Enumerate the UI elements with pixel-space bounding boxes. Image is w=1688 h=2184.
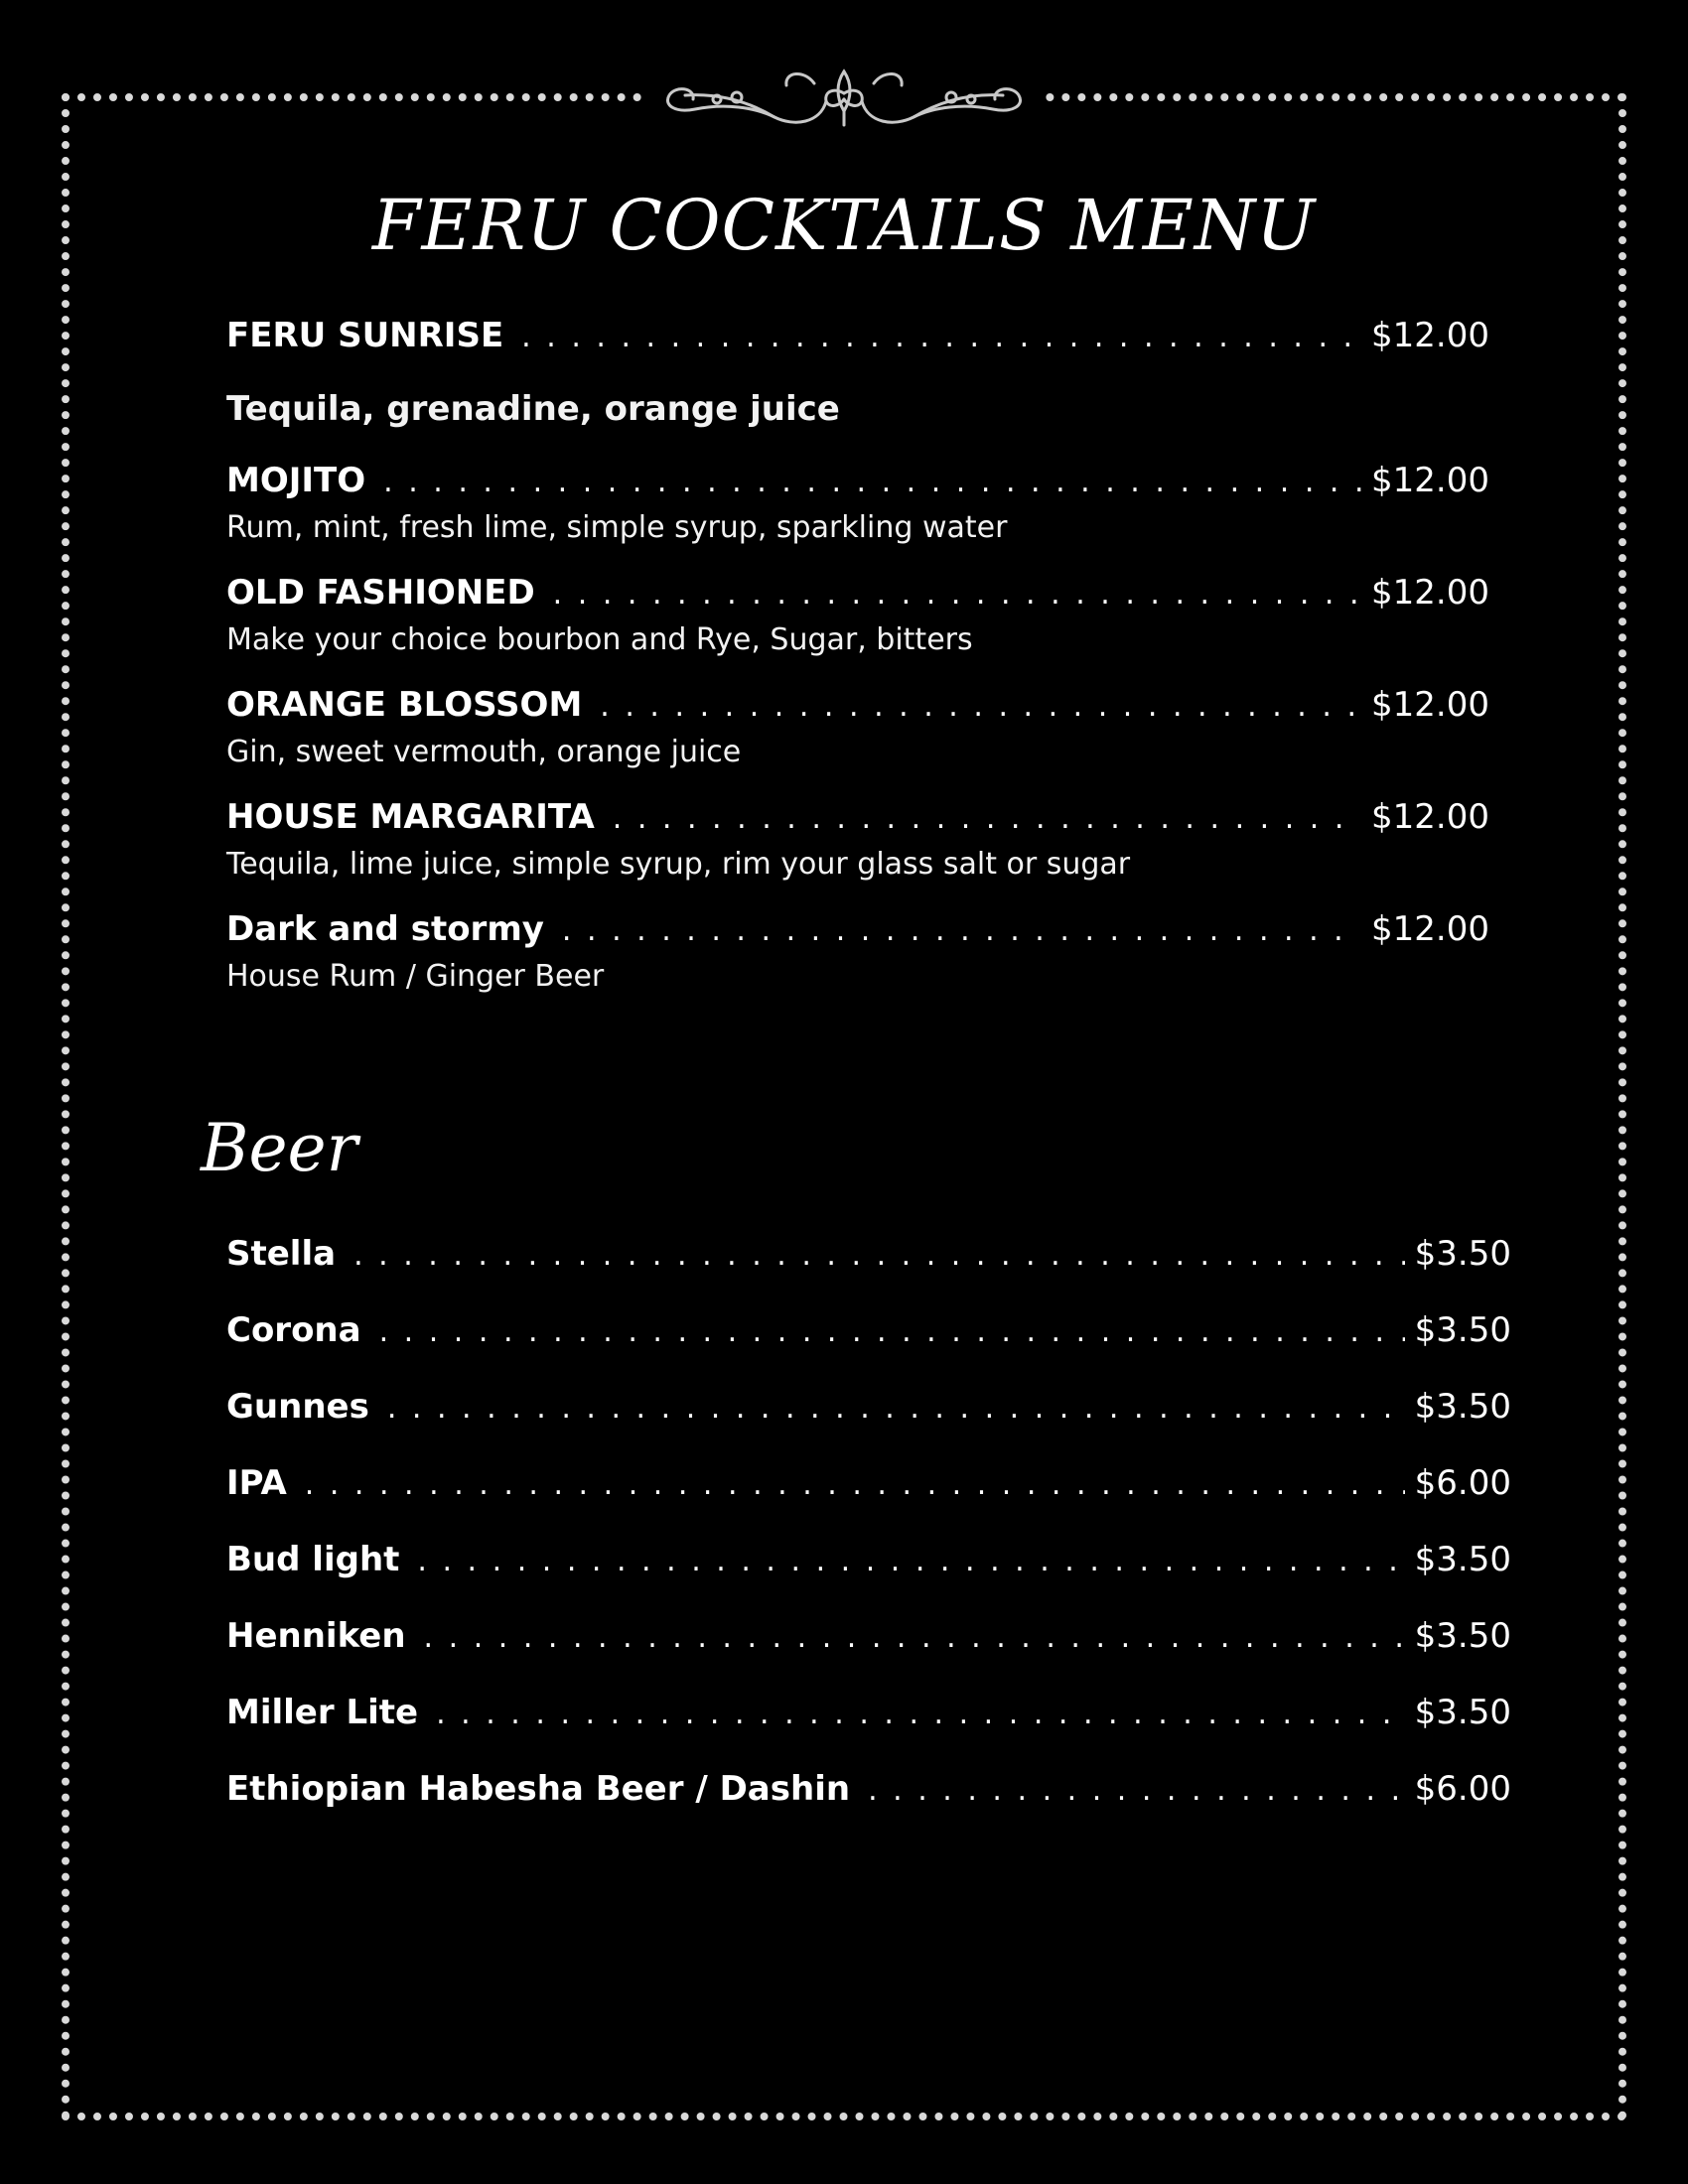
dot-leader <box>868 1773 1405 1808</box>
item-price: $3.50 <box>1414 1540 1511 1579</box>
menu-item-row <box>226 685 1489 725</box>
item-name: ORANGE BLOSSOM <box>226 685 583 725</box>
item-name: Ethiopian Habesha Beer / Dashin <box>226 1769 851 1809</box>
list-item <box>226 1616 1511 1656</box>
menu-item-row <box>226 573 1489 613</box>
item-description: Rum, mint, fresh lime, simple syrup, sparkling water <box>226 510 1008 545</box>
beer-section-title: Beer <box>201 1110 358 1186</box>
dot-leader <box>353 1238 1405 1273</box>
dot-leader <box>613 801 1361 836</box>
item-description: House Rum / Ginger Beer <box>226 959 605 994</box>
list-item <box>226 1769 1511 1809</box>
list-item <box>226 797 1489 882</box>
item-description: Tequila, grenadine, orange juice <box>226 389 840 429</box>
menu-item-row <box>226 797 1489 837</box>
menu-title: FERU COCKTAILS MENU <box>371 185 1317 266</box>
item-price: $12.00 <box>1371 797 1489 837</box>
dot-leader <box>387 1391 1405 1426</box>
item-description: Make your choice bourbon and Rye, Sugar, bitters <box>226 622 973 657</box>
item-description: Gin, sweet vermouth, orange juice <box>226 735 742 769</box>
dot-leader <box>436 1697 1405 1731</box>
item-name: Dark and stormy <box>226 909 544 949</box>
list-item <box>226 1234 1511 1274</box>
dot-leader <box>383 465 1361 499</box>
dot-leader <box>417 1544 1404 1578</box>
dot-leader <box>600 689 1361 724</box>
menu-item-row <box>226 316 1489 355</box>
list-item <box>226 1540 1511 1579</box>
item-price: $12.00 <box>1371 573 1489 613</box>
item-name: FERU SUNRISE <box>226 316 504 355</box>
item-price: $3.50 <box>1414 1693 1511 1732</box>
item-price: $3.50 <box>1414 1387 1511 1427</box>
item-price: $12.00 <box>1371 909 1489 949</box>
item-price: $3.50 <box>1414 1234 1511 1274</box>
dot-leader <box>424 1620 1405 1655</box>
item-name: MOJITO <box>226 461 366 500</box>
item-price: $12.00 <box>1371 461 1489 500</box>
item-name: HOUSE MARGARITA <box>226 797 595 837</box>
list-item <box>226 1463 1511 1503</box>
item-name: Henniken <box>226 1616 406 1656</box>
item-price: $3.50 <box>1414 1310 1511 1350</box>
dot-leader <box>562 913 1361 948</box>
beer-list <box>226 1234 1511 1845</box>
list-item <box>226 685 1489 769</box>
list-item <box>226 909 1489 994</box>
dot-leader <box>521 320 1361 354</box>
flourish-ornament-icon <box>645 54 1043 133</box>
item-description: Tequila, lime juice, simple syrup, rim your glass salt or sugar <box>226 847 1131 882</box>
list-item <box>226 1310 1511 1350</box>
item-name: Miller Lite <box>226 1693 419 1732</box>
list-item <box>226 1387 1511 1427</box>
dot-leader <box>305 1467 1405 1502</box>
item-name: Gunnes <box>226 1387 369 1427</box>
item-price: $6.00 <box>1414 1463 1511 1503</box>
list-item <box>226 316 1489 429</box>
item-name: OLD FASHIONED <box>226 573 535 613</box>
list-item <box>226 461 1489 545</box>
item-price: $6.00 <box>1414 1769 1511 1809</box>
item-name: Bud light <box>226 1540 400 1579</box>
item-name: Stella <box>226 1234 337 1274</box>
menu-item-row <box>226 461 1489 500</box>
dot-leader <box>379 1314 1405 1349</box>
dot-leader <box>553 577 1361 612</box>
item-name: Corona <box>226 1310 361 1350</box>
item-price: $3.50 <box>1414 1616 1511 1656</box>
menu-item-row <box>226 909 1489 949</box>
item-price: $12.00 <box>1371 685 1489 725</box>
item-price: $12.00 <box>1371 316 1489 355</box>
list-item <box>226 573 1489 657</box>
list-item <box>226 1693 1511 1732</box>
cocktail-list <box>226 316 1489 1022</box>
item-name: IPA <box>226 1463 287 1503</box>
